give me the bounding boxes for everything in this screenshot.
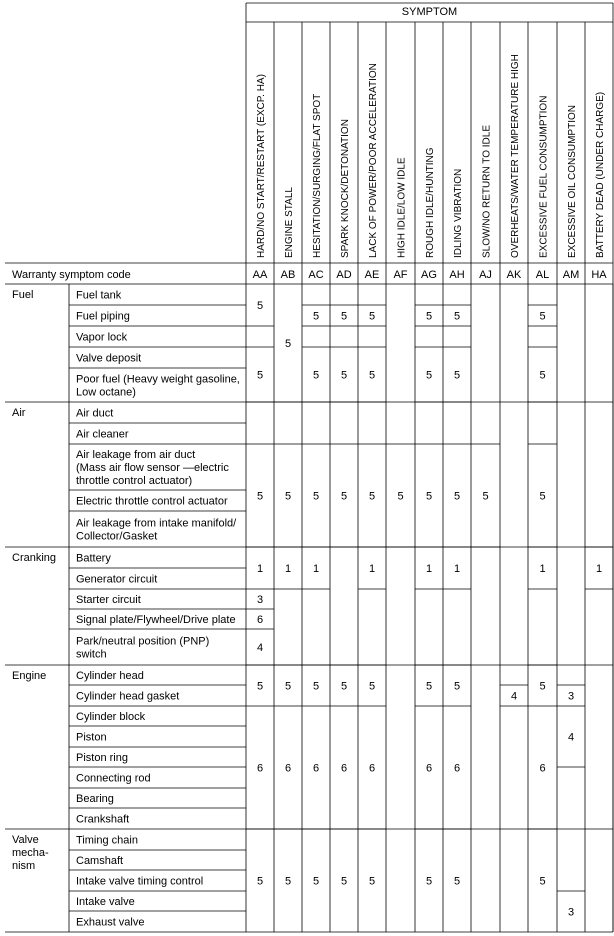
symptom-value: 5 [539, 875, 546, 888]
symptom-code: AJ [479, 269, 492, 281]
row-label: Intake valve timing control [76, 875, 204, 888]
row-label: Battery [76, 552, 111, 565]
symptom-value: 5 [256, 875, 264, 888]
symptom-value: 5 [368, 490, 376, 503]
symptom-value: 5 [312, 310, 320, 323]
symptom-value: 5 [539, 369, 546, 382]
symptom-value: 5 [453, 680, 461, 693]
symptom-value: 5 [453, 310, 461, 323]
row-label: Low octane) [76, 386, 136, 399]
row-label: Piston ring [76, 752, 128, 764]
group-name: Fuel [12, 289, 34, 301]
row-label: Fuel tank [76, 289, 122, 302]
row-label: Fuel piping [76, 310, 130, 323]
row-label: Air leakage from air duct [76, 449, 196, 461]
symptom-code: AE [364, 269, 380, 281]
row-label: Starter circuit [76, 594, 141, 606]
row-label: Crankshaft [76, 813, 130, 826]
symptom-value: 6 [284, 762, 292, 775]
row-label: Park/neutral position (PNP) [76, 635, 210, 648]
row-label: Connecting rod [76, 772, 151, 785]
group-name: nism [12, 860, 36, 872]
row-label: Electric throttle control actuator [76, 495, 228, 508]
symptom-value: 6 [312, 762, 320, 775]
symptom-value: 5 [340, 680, 348, 693]
symptom-value: 1 [284, 563, 292, 575]
row-label: Cylinder block [76, 711, 146, 723]
row-label: Camshaft [76, 855, 124, 867]
symptom-code: AK [506, 269, 522, 281]
symptom-value: 4 [510, 690, 518, 703]
column-header-label: ROUGH IDLE/HUNTING [425, 147, 436, 258]
symptom-value: 5 [256, 490, 264, 503]
symptom-code: AG [421, 269, 437, 281]
symptom-value: 1 [595, 563, 603, 575]
symptom-title: SYMPTOM [401, 6, 458, 18]
row-label: throttle control actuator) [76, 475, 193, 487]
symptom-value: 5 [425, 310, 433, 323]
column-header-label: OVERHEATS/WATER TEMPERATURE HIGH [510, 54, 521, 258]
column-header-label: EXCESSIVE OIL CONSUMPTION [567, 105, 578, 258]
symptom-value: 1 [539, 563, 546, 575]
row-label: Cylinder head [76, 670, 144, 682]
symptom-code: AB [280, 269, 296, 281]
symptom-value: 3 [567, 906, 575, 919]
column-header-label: IDLING VIBRATION [453, 168, 464, 258]
symptom-value: 5 [482, 490, 489, 503]
row-label: Exhaust valve [76, 916, 145, 929]
symptom-value: 5 [453, 369, 461, 382]
symptom-value: 6 [340, 762, 348, 775]
symptom-value: 5 [340, 490, 348, 503]
symptom-code: AL [535, 269, 550, 281]
column-header-label: HIGH IDLE/LOW IDLE [396, 157, 408, 258]
symptom-value: 5 [368, 310, 376, 323]
symptom-value: 5 [368, 680, 376, 693]
symptom-value: 1 [256, 563, 264, 575]
symptom-code: AA [252, 269, 268, 281]
symptom-code: HA [591, 269, 607, 281]
row-label: Poor fuel (Heavy weight gasoline, [76, 373, 240, 386]
column-header-label: BATTERY DEAD (UNDER CHARGE) [595, 91, 606, 258]
group-name: Valve [12, 834, 39, 846]
column-header-label: SLOW/NO RETURN TO IDLE [481, 125, 493, 258]
symptom-value: 5 [284, 338, 292, 350]
symptom-value: 4 [567, 731, 575, 744]
column-header-label: EXCESSIVE FUEL CONSUMPTION [538, 95, 550, 258]
column-header-label: HESITATION/SURGING/FLAT SPOT [312, 93, 323, 258]
symptom-value: 6 [368, 762, 376, 775]
symptom-value: 5 [284, 680, 292, 693]
row-label: Timing chain [76, 834, 138, 847]
symptom-code: AC [308, 269, 324, 281]
symptom-value: 6 [256, 762, 264, 775]
warranty-symptom-code-label: Warranty symptom code [12, 269, 131, 281]
symptom-value: 5 [340, 310, 348, 323]
symptom-value: 5 [256, 680, 264, 693]
row-label: Generator circuit [76, 573, 158, 586]
symptom-value: 5 [425, 369, 433, 382]
column-header-label: HARD/NO START/RESTART (EXCP. HA) [256, 74, 267, 258]
symptom-value: 5 [312, 680, 320, 693]
symptom-value: 5 [453, 875, 461, 888]
symptom-value: 1 [368, 563, 376, 575]
symptom-value: 5 [539, 680, 546, 693]
row-label: Air duct [76, 407, 114, 420]
group-name: mecha- [12, 847, 49, 859]
symptom-code: AD [336, 269, 352, 281]
symptom-value: 5 [425, 680, 433, 693]
symptom-value: 6 [539, 762, 546, 775]
symptom-value: 5 [539, 490, 546, 503]
symptom-value: 5 [368, 875, 376, 888]
symptom-value: 6 [425, 762, 433, 775]
row-label: Piston [76, 731, 107, 744]
row-label: Bearing [76, 793, 114, 805]
symptom-value: 6 [256, 614, 264, 626]
symptom-value: 5 [340, 369, 348, 382]
group-name: Air [12, 407, 26, 419]
row-label: Valve deposit [76, 352, 142, 365]
symptom-value: 5 [397, 490, 404, 503]
row-label: Air cleaner [76, 428, 129, 441]
group-name: Engine [12, 670, 47, 682]
symptom-value: 5 [368, 369, 376, 382]
symptom-value: 5 [284, 490, 292, 503]
symptom-value: 5 [312, 490, 320, 503]
group-name: Cranking [12, 552, 57, 564]
row-label: Vapor lock [76, 331, 128, 344]
symptom-value: 4 [256, 642, 264, 654]
row-label: Signal plate/Flywheel/Drive plate [76, 614, 236, 626]
symptom-value: 5 [340, 875, 348, 888]
symptom-value: 5 [539, 310, 546, 323]
symptom-code: AM [562, 269, 580, 281]
symptom-value: 1 [453, 563, 461, 575]
column-header-label: SPARK KNOCK/DETONATION [340, 119, 351, 258]
row-label: Cylinder head gasket [76, 690, 180, 703]
symptom-value: 5 [312, 369, 320, 382]
table-text [12, 6, 607, 929]
symptom-value: 6 [453, 762, 461, 775]
symptom-value: 5 [284, 875, 292, 888]
column-header-label: ENGINE STALL [284, 187, 295, 258]
symptom-value: 5 [425, 490, 433, 503]
symptom-code: AH [449, 269, 465, 281]
symptom-code: AF [393, 269, 408, 281]
symptom-value: 5 [453, 490, 461, 503]
symptom-value: 1 [425, 563, 433, 575]
symptom-value: 5 [312, 875, 320, 888]
symptom-value: 5 [425, 875, 433, 888]
row-label: (Mass air flow sensor —electric [76, 462, 229, 474]
symptom-value: 5 [256, 300, 264, 312]
row-label: Intake valve [76, 896, 135, 908]
symptom-value: 3 [567, 690, 575, 703]
column-header-label: LACK OF POWER/POOR ACCELERATION [368, 63, 379, 258]
row-label: Collector/Gasket [76, 530, 158, 543]
symptom-value: 3 [256, 594, 264, 606]
symptom-value: 1 [312, 563, 320, 575]
symptom-value: 5 [256, 369, 264, 382]
row-label: Air leakage from intake manifold/ [76, 517, 237, 530]
row-label: switch [76, 648, 107, 661]
